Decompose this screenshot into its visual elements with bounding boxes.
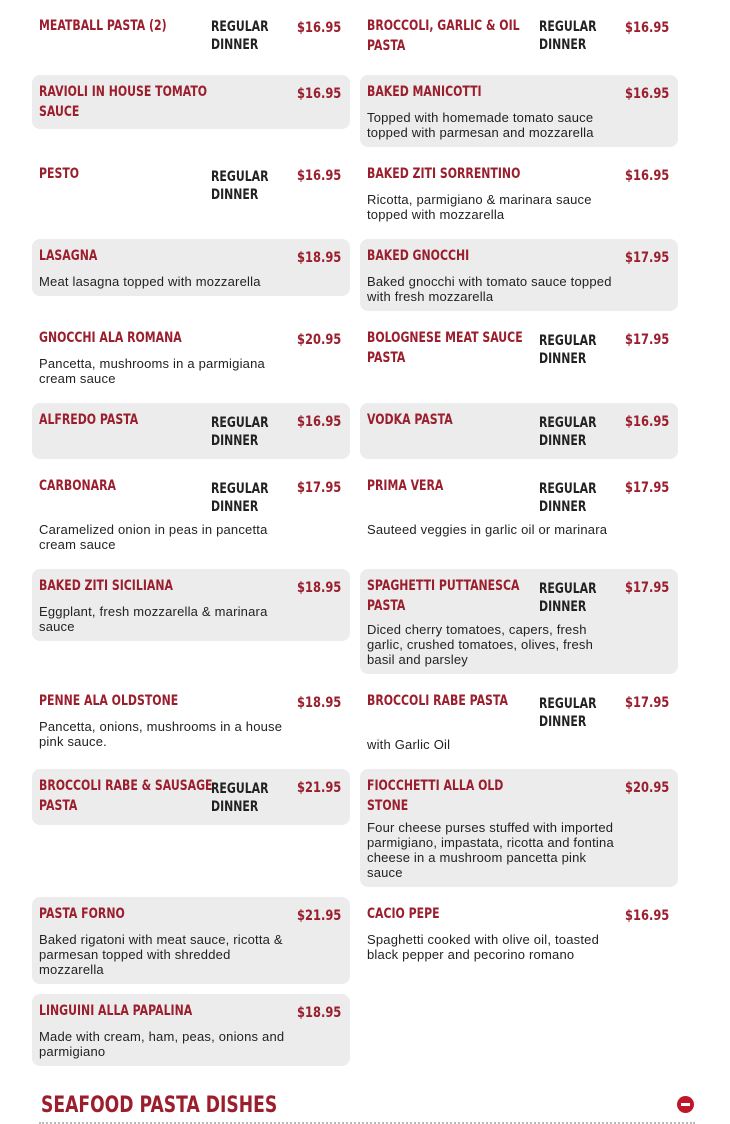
item-description: Pancetta, onions, mushrooms in a house pink sauce. bbox=[39, 719, 283, 749]
item-price: $16.95 bbox=[625, 20, 670, 36]
item-size: REGULAR DINNER bbox=[211, 19, 269, 53]
item-name: BROCCOLI RABE PASTA bbox=[367, 693, 508, 709]
item-price: $17.95 bbox=[625, 695, 670, 711]
item-name: PENNE ALA OLDSTONE bbox=[39, 693, 179, 709]
item-name: PRIMA VERA bbox=[367, 478, 444, 494]
item-name: GNOCCHI ALA ROMANA bbox=[39, 330, 182, 346]
menu-item-linguini-alla-papalina[interactable] bbox=[32, 994, 350, 1066]
menu-item-lasagna[interactable] bbox=[32, 239, 350, 296]
item-description: Ricotta, parmigiano & marinara sauce topped with mozzarella bbox=[367, 192, 592, 222]
item-price: $17.95 bbox=[625, 580, 670, 596]
item-price: $17.95 bbox=[625, 332, 670, 348]
item-description: Four cheese purses stuffed with imported parmigiano, impastata, ricotta and fontina cheese in a mushroom pancetta pink sauce bbox=[367, 820, 614, 880]
menu-item-broccoli-rabe-sausage-pasta[interactable] bbox=[32, 769, 350, 825]
item-price: $18.95 bbox=[297, 695, 342, 711]
item-size: REGULAR DINNER bbox=[539, 333, 597, 367]
item-description: Spaghetti cooked with olive oil, toasted black pepper and pecorino romano bbox=[367, 932, 600, 962]
section-title[interactable]: SEAFOOD PASTA DISHES bbox=[41, 1093, 278, 1118]
item-name: BAKED MANICOTTI bbox=[367, 84, 482, 100]
item-size: REGULAR DINNER bbox=[211, 169, 269, 203]
item-name: BROCCOLI, GARLIC & OIL PASTA bbox=[367, 18, 520, 54]
item-name: BAKED ZITI SICILIANA bbox=[39, 578, 173, 594]
item-price: $16.95 bbox=[297, 20, 342, 36]
item-price: $17.95 bbox=[625, 250, 670, 266]
item-price: $17.95 bbox=[625, 480, 670, 496]
item-price: $16.95 bbox=[625, 414, 670, 430]
menu-item-meatball-pasta[interactable] bbox=[32, 10, 350, 68]
item-description: Meat lasagna topped with mozzarella bbox=[39, 274, 261, 289]
item-description: Baked gnocchi with tomato sauce topped with fresh mozzarella bbox=[367, 274, 612, 304]
menu-item-ravioli[interactable] bbox=[32, 75, 350, 129]
item-size: REGULAR DINNER bbox=[211, 415, 269, 449]
item-name: VODKA PASTA bbox=[367, 412, 453, 428]
item-description: Caramelized onion in peas in pancetta cream sauce bbox=[39, 522, 268, 552]
item-size: REGULAR DINNER bbox=[211, 481, 269, 515]
item-name: ALFREDO PASTA bbox=[39, 412, 139, 428]
minus-circle-icon[interactable] bbox=[677, 1096, 694, 1113]
item-name: PESTO bbox=[39, 166, 80, 182]
item-description: Baked rigatoni with meat sauce, ricotta & parmesan topped with shredded mozzarella bbox=[39, 932, 283, 977]
item-name: LINGUINI ALLA PAPALINA bbox=[39, 1003, 193, 1019]
item-price: $18.95 bbox=[297, 1005, 342, 1021]
item-price: $16.95 bbox=[625, 168, 670, 184]
item-description: Diced cherry tomatoes, capers, fresh garlic, crushed tomatoes, olives, fresh basil and parsley bbox=[367, 622, 594, 667]
item-name: MEATBALL PASTA (2) bbox=[39, 18, 167, 34]
menu-item-pesto[interactable] bbox=[32, 157, 350, 227]
menu-item-broccoli-garlic-oil-pasta[interactable] bbox=[360, 10, 678, 68]
item-price: $16.95 bbox=[297, 414, 342, 430]
menu-item-spaghetti-puttanesca-pasta[interactable] bbox=[360, 569, 678, 674]
item-price: $18.95 bbox=[297, 580, 342, 596]
item-description: Topped with homemade tomato sauce topped with parmesan and mozzarella bbox=[367, 110, 594, 140]
item-name: BROCCOLI RABE & SAUSAGE PASTA bbox=[39, 778, 213, 814]
menu-item-baked-ziti-sorrentino[interactable] bbox=[360, 157, 678, 227]
menu-item-gnocchi-ala-romana[interactable] bbox=[32, 321, 350, 393]
item-price: $21.95 bbox=[297, 908, 342, 924]
menu-item-baked-manicotti[interactable] bbox=[360, 75, 678, 147]
item-size: REGULAR DINNER bbox=[539, 696, 597, 730]
menu-item-cacio-pepe[interactable] bbox=[360, 897, 678, 969]
menu-item-fiocchetti-alla-old-stone[interactable] bbox=[360, 769, 678, 887]
item-price: $16.95 bbox=[625, 86, 670, 102]
menu-item-bolognese-meat-sauce-pasta[interactable] bbox=[360, 321, 678, 393]
item-name: LASAGNA bbox=[39, 248, 98, 264]
item-price: $16.95 bbox=[625, 908, 670, 924]
item-description: Sauteed veggies in garlic oil or marinara bbox=[367, 522, 608, 537]
item-name: FIOCCHETTI ALLA OLD STONE bbox=[367, 778, 504, 814]
item-size: REGULAR DINNER bbox=[211, 781, 269, 815]
item-name: BAKED GNOCCHI bbox=[367, 248, 470, 264]
item-description: Made with cream, ham, peas, onions and parmigiano bbox=[39, 1029, 285, 1059]
item-price: $18.95 bbox=[297, 250, 342, 266]
item-size: REGULAR DINNER bbox=[539, 19, 597, 53]
menu-item-penne-ala-oldstone[interactable] bbox=[32, 684, 350, 756]
item-description: with Garlic Oil bbox=[367, 737, 451, 752]
menu-item-baked-ziti-siciliana[interactable] bbox=[32, 569, 350, 641]
item-price: $17.95 bbox=[297, 480, 342, 496]
item-size: REGULAR DINNER bbox=[539, 481, 597, 515]
item-name: SPAGHETTI PUTTANESCA PASTA bbox=[367, 578, 520, 614]
item-description: Pancetta, mushrooms in a parmigiana cream sauce bbox=[39, 356, 265, 386]
menu-item-pasta-forno[interactable] bbox=[32, 897, 350, 984]
menu-item-carbonara[interactable] bbox=[32, 469, 350, 557]
item-price: $16.95 bbox=[297, 168, 342, 184]
item-price: $20.95 bbox=[297, 332, 342, 348]
menu-item-alfredo-pasta[interactable] bbox=[32, 403, 350, 459]
item-name: BAKED ZITI SORRENTINO bbox=[367, 166, 521, 182]
menu-item-prima-vera[interactable] bbox=[360, 469, 678, 557]
item-name: BOLOGNESE MEAT SAUCE PASTA bbox=[367, 330, 523, 366]
item-name: RAVIOLI IN HOUSE TOMATO SAUCE bbox=[39, 84, 208, 120]
item-name: CARBONARA bbox=[39, 478, 116, 494]
item-price: $16.95 bbox=[297, 86, 342, 102]
item-name: CACIO PEPE bbox=[367, 906, 440, 922]
item-price: $21.95 bbox=[297, 780, 342, 796]
item-price: $20.95 bbox=[625, 780, 670, 796]
menu-item-baked-gnocchi[interactable] bbox=[360, 239, 678, 311]
menu-item-vodka-pasta[interactable] bbox=[360, 403, 678, 459]
item-size: REGULAR DINNER bbox=[539, 415, 597, 449]
item-name: PASTA FORNO bbox=[39, 906, 125, 922]
item-size: REGULAR DINNER bbox=[539, 581, 597, 615]
menu-item-broccoli-rabe-pasta[interactable] bbox=[360, 684, 678, 756]
item-description: Eggplant, fresh mozzarella & marinara sauce bbox=[39, 604, 268, 634]
